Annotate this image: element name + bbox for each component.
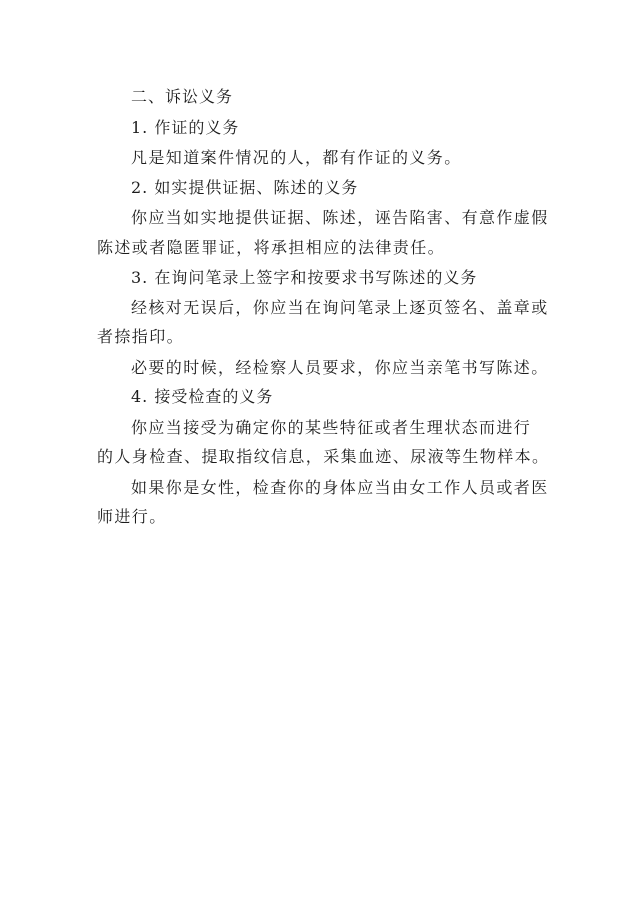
- item-2-heading: 2. 如实提供证据、陈述的义务: [131, 178, 359, 197]
- item-2-paragraph-1-line-2: 陈述或者隐匿罪证，将承担相应的法律责任。: [97, 238, 446, 257]
- item-4-paragraph-2-line-1: 如果你是女性，检查你的身体应当由女工作人员或者医: [131, 478, 549, 497]
- item-4-paragraph-2-line-2: 师进行。: [97, 507, 167, 526]
- item-2-paragraph-1-line-1: 你应当如实地提供证据、陈述，诬告陷害、有意作虚假: [131, 208, 549, 227]
- item-1-paragraph-1-line-1: 凡是知道案件情况的人，都有作证的义务。: [131, 148, 462, 167]
- item-4-paragraph-1-line-1: 你应当接受为确定你的某些特征或者生理状态而进行: [131, 418, 532, 437]
- item-4-paragraph-1-line-2: 的人身检查、提取指纹信息，采集血迹、尿液等生物样本。: [97, 447, 550, 466]
- item-3-heading: 3. 在询问笔录上签字和按要求书写陈述的义务: [131, 268, 478, 287]
- section-title: 二、诉讼义务: [131, 87, 234, 106]
- item-3-paragraph-1-line-2: 者捺指印。: [97, 327, 185, 346]
- item-4-heading: 4. 接受检查的义务: [131, 387, 274, 406]
- item-1-heading: 1. 作证的义务: [131, 118, 240, 137]
- item-3-paragraph-1-line-1: 经核对无误后，你应当在询问笔录上逐页签名、盖章或: [131, 298, 549, 317]
- item-3-paragraph-2-line-1: 必要的时候，经检察人员要求，你应当亲笔书写陈述。: [131, 358, 549, 377]
